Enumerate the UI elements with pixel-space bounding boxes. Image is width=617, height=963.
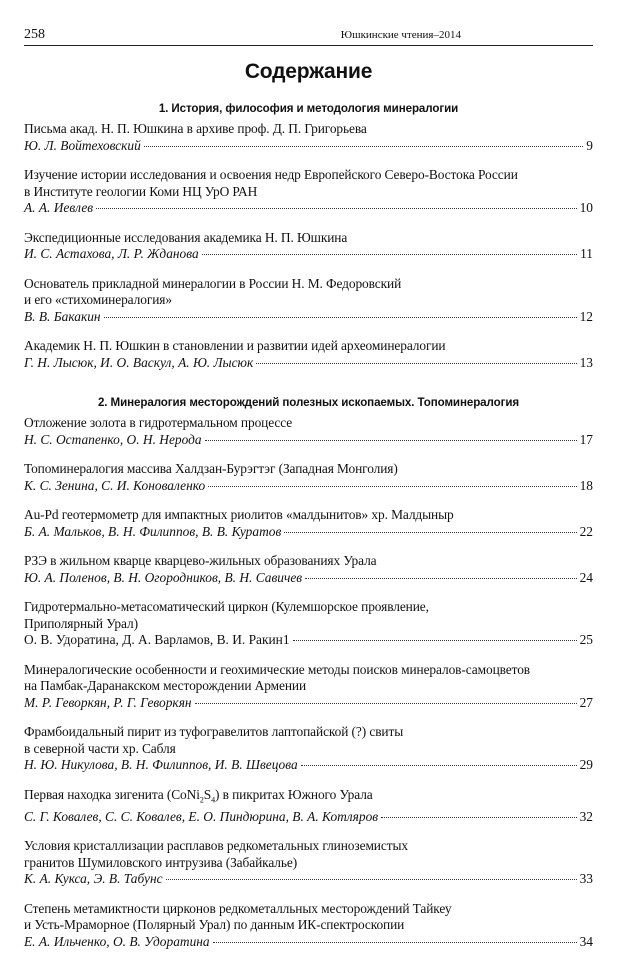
toc-entry[interactable] bbox=[24, 167, 593, 217]
entry-authors: Н. Ю. Никулова, В. Н. Филиппов, И. В. Швецова bbox=[24, 757, 298, 772]
entry-title bbox=[24, 338, 593, 355]
entry-authors: К. А. Кукса, Э. В. Табунс bbox=[24, 871, 163, 887]
entry-page-number: 33 bbox=[579, 871, 593, 887]
section-heading: 2. Минералогия месторождений полезных ископаемых. Топоминералогия bbox=[97, 396, 520, 409]
entry-title-line: Отложение золота в гидротермальном процессе bbox=[24, 415, 293, 430]
dot-leader bbox=[205, 440, 577, 441]
entry-title-line: Топоминералогия массива Халдзан-Бурэгтэг (Западная Монголия) bbox=[24, 461, 398, 476]
entry-title-line: Академик Н. П. Юшкин в становлении и развитии идей археоминералогии bbox=[24, 338, 446, 353]
toc-entry[interactable] bbox=[24, 230, 593, 263]
dot-leader bbox=[284, 532, 576, 533]
entry-title-line: Au-Pd геотермометр для импактных риолитов «малдынитов» хр. Малдыныр bbox=[24, 507, 454, 522]
entry-title-line: и Усть-Мраморное (Полярный Урал) по данным ИК-спектроскопии bbox=[24, 917, 405, 933]
page-number: 258 bbox=[24, 27, 45, 42]
dot-leader bbox=[301, 765, 577, 766]
entry-author-line bbox=[24, 570, 593, 587]
entry-authors: К. С. Зенина, С. И. Коноваленко bbox=[24, 477, 206, 493]
entry-title-line: Основатель прикладной минералогии в России Н. М. Федоровский bbox=[24, 275, 402, 291]
entry-title-line: Приполярный Урал) bbox=[24, 615, 138, 631]
entry-authors: Н. С. Остапенко, О. Н. Нерода bbox=[24, 431, 202, 447]
entry-title-line: Изучение истории исследования и освоения недр Европейского Северо-Востока России bbox=[24, 167, 518, 182]
toc-entry[interactable] bbox=[24, 507, 593, 540]
dot-leader bbox=[195, 703, 577, 704]
entry-title-line: Минералогические особенности и геохимические методы поисков минералов-самоцветов bbox=[24, 661, 531, 677]
entry-authors: О. В. Удоратина, Д. А. Варламов, В. И. Ракин1 bbox=[24, 632, 290, 647]
entry-author-line bbox=[24, 757, 593, 774]
entry-page-number: 24 bbox=[579, 569, 593, 585]
toc-section bbox=[24, 396, 593, 963]
entry-title-line: и его «стихоминералогия» bbox=[24, 292, 172, 307]
toc-entry[interactable] bbox=[24, 121, 593, 154]
entry-authors: Ю. Л. Войтеховский bbox=[24, 137, 141, 153]
entry-page-number: 22 bbox=[579, 523, 593, 539]
entry-title bbox=[24, 901, 593, 934]
entry-authors: А. А. Иевлев bbox=[24, 200, 94, 215]
running-title: Юшкинские чтения–2014 bbox=[340, 29, 461, 41]
entry-author-line bbox=[24, 524, 593, 541]
page-header bbox=[24, 27, 593, 46]
entry-title bbox=[24, 507, 593, 524]
entry-authors: С. Г. Ковалев, С. С. Ковалев, Е. О. Пиндюрина, В. А. Котляров bbox=[24, 808, 379, 824]
entry-authors: М. Р. Геворкян, Р. Г. Геворкян bbox=[24, 694, 192, 710]
entry-title bbox=[24, 599, 593, 632]
dot-leader bbox=[305, 578, 576, 579]
dot-leader bbox=[213, 942, 577, 943]
entry-title-line: Условия кристаллизации расплавов редкометальных глиноземистых bbox=[24, 838, 408, 854]
entry-author-line bbox=[24, 309, 593, 326]
entry-page-number: 34 bbox=[579, 933, 593, 949]
entry-authors: Б. А. Мальков, В. Н. Филиппов, В. В. Куратов bbox=[24, 523, 282, 539]
toc-entry[interactable] bbox=[24, 276, 593, 326]
toc-section bbox=[24, 102, 593, 384]
entry-author-line bbox=[24, 695, 593, 712]
dot-leader bbox=[256, 363, 576, 364]
page-title: Содержание bbox=[244, 60, 373, 83]
entry-title bbox=[24, 838, 593, 871]
dot-leader bbox=[293, 640, 577, 641]
toc-entry[interactable] bbox=[24, 787, 593, 826]
dot-leader bbox=[144, 146, 583, 147]
dot-leader bbox=[381, 817, 577, 818]
toc-entry[interactable] bbox=[24, 662, 593, 712]
toc-entry[interactable] bbox=[24, 838, 593, 888]
entry-page-number: 9 bbox=[586, 137, 593, 153]
entry-title-line: Письма акад. Н. П. Юшкина в архиве проф. Д. П. Григорьева bbox=[24, 121, 367, 136]
entry-authors: И. С. Астахова, Л. Р. Жданова bbox=[24, 246, 199, 261]
entry-page-number: 27 bbox=[579, 694, 593, 710]
toc-entry[interactable] bbox=[24, 599, 593, 649]
entry-page-number: 13 bbox=[579, 354, 593, 370]
entry-author-line bbox=[24, 246, 593, 263]
entry-page-number: 10 bbox=[579, 200, 593, 215]
entry-title-line: РЗЭ в жильном кварце кварцево-жильных образованиях Урала bbox=[24, 553, 377, 568]
entry-author-line bbox=[24, 632, 593, 649]
entry-author-line bbox=[24, 809, 593, 826]
entry-author-line bbox=[24, 871, 593, 888]
entry-title bbox=[24, 553, 593, 570]
entry-authors: Ю. А. Поленов, В. Н. Огородников, В. Н. Савичев bbox=[24, 569, 303, 585]
entry-title bbox=[24, 724, 593, 757]
entry-title-line: в Институте геологии Коми НЦ УрО РАН bbox=[24, 183, 258, 199]
entry-author-line bbox=[24, 432, 593, 449]
toc-entry[interactable] bbox=[24, 553, 593, 586]
entry-title-line: Гидротермально-метасоматический циркон (Кулемшорское проявление, bbox=[24, 599, 429, 614]
entry-title bbox=[24, 415, 593, 432]
entry-title bbox=[24, 276, 593, 309]
entry-page-number: 11 bbox=[580, 246, 593, 261]
entry-authors: Г. Н. Лысюк, И. О. Васкул, А. Ю. Лысюк bbox=[24, 354, 254, 370]
entry-title bbox=[24, 662, 593, 695]
entry-author-line bbox=[24, 934, 593, 951]
entry-title-line: Первая находка зигенита $(CoNi_2S_4)$ в пикритах Южного Урала bbox=[24, 786, 373, 805]
entry-authors: В. В. Бакакин bbox=[24, 308, 101, 324]
entry-title-line: Экспедиционные исследования академика Н. П. Юшкина bbox=[24, 229, 348, 245]
dot-leader bbox=[166, 879, 577, 880]
entry-author-line bbox=[24, 200, 593, 217]
toc-entry[interactable] bbox=[24, 901, 593, 951]
toc-entry[interactable] bbox=[24, 415, 593, 448]
entry-page-number: 29 bbox=[579, 757, 593, 772]
entry-title bbox=[24, 461, 593, 478]
section-heading: 1. История, философия и методология минералогии bbox=[158, 102, 459, 115]
toc-entry[interactable] bbox=[24, 461, 593, 494]
entry-title-line: на Памбак-Даранакском месторождении Армении bbox=[24, 678, 307, 693]
entry-title-line: Фрамбоидальный пирит из туфогравелитов лаптопайской (?) свиты bbox=[24, 724, 404, 739]
entry-page-number: 18 bbox=[579, 477, 593, 493]
entry-title-line: гранитов Шумиловского интрузива (Забайкалье) bbox=[24, 854, 298, 870]
dot-leader bbox=[96, 208, 577, 209]
entry-author-line bbox=[24, 355, 593, 372]
entry-title bbox=[24, 167, 593, 200]
entry-title-line: в северной части хр. Сабля bbox=[24, 740, 176, 756]
entry-authors: Е. А. Ильченко, О. В. Удоратина bbox=[24, 933, 210, 949]
entry-author-line bbox=[24, 478, 593, 495]
entry-author-line bbox=[24, 138, 593, 155]
entry-page-number: 32 bbox=[579, 808, 593, 824]
entry-title bbox=[24, 787, 593, 809]
entry-page-number: 12 bbox=[579, 308, 593, 324]
toc-entry[interactable] bbox=[24, 338, 593, 371]
dot-leader bbox=[104, 317, 577, 318]
toc-entry[interactable] bbox=[24, 724, 593, 774]
dot-leader bbox=[202, 254, 577, 255]
entry-title-line: Степень метамиктности цирконов редкометалльных месторождений Тайкеу bbox=[24, 900, 452, 916]
dot-leader bbox=[208, 486, 576, 487]
entry-page-number: 17 bbox=[579, 431, 593, 447]
entry-page-number: 25 bbox=[579, 632, 593, 647]
entry-title bbox=[24, 121, 593, 138]
entry-title bbox=[24, 230, 593, 247]
